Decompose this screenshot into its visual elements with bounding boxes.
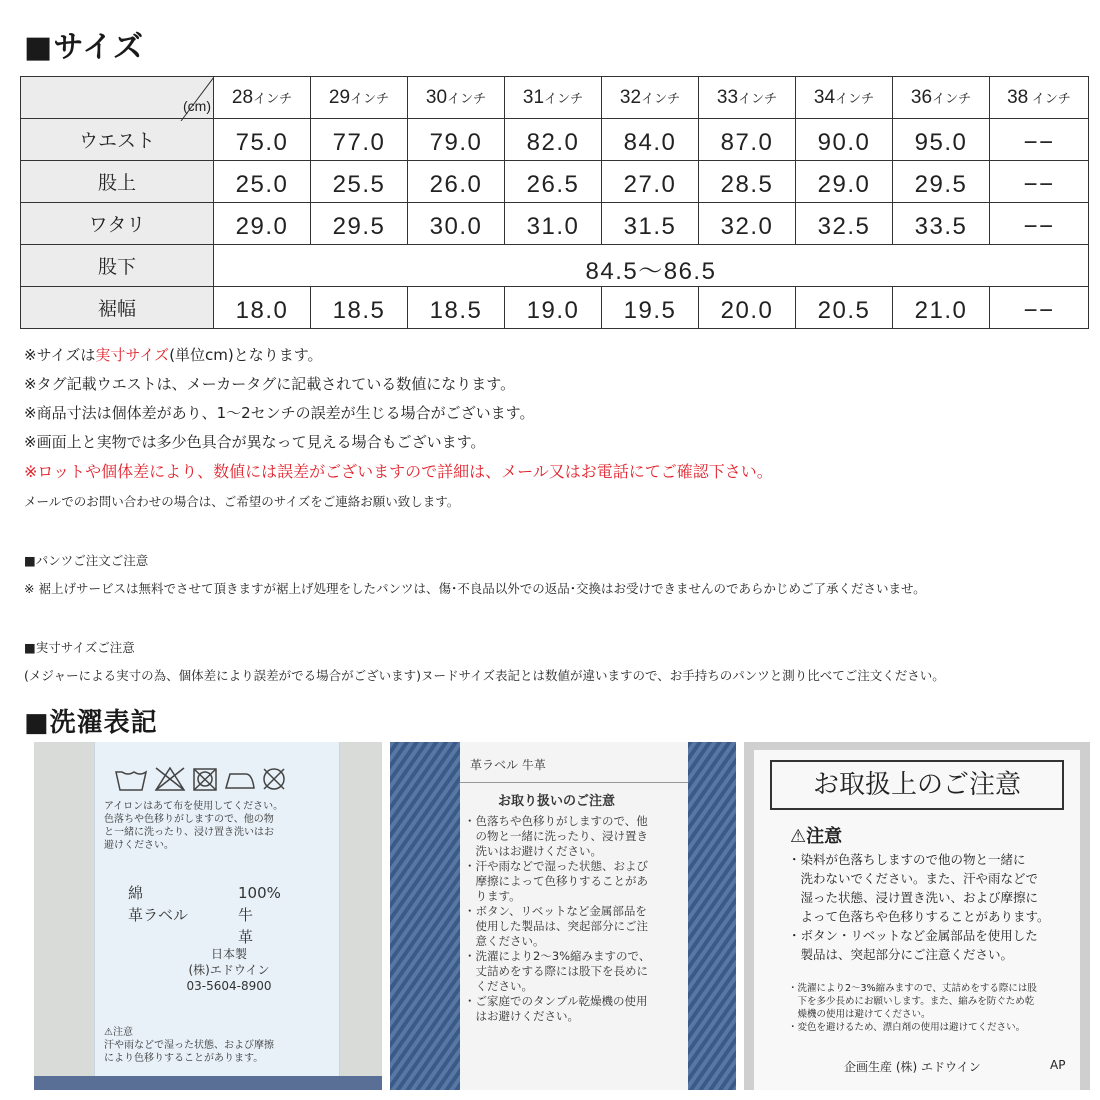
handling-heading: お取り扱いのご注意 [498, 794, 616, 809]
table-cell: 20.5 [796, 287, 893, 329]
row-label: 股下 [21, 245, 214, 287]
table-cell: 84.0 [602, 119, 699, 161]
column-header: 38 インチ [990, 77, 1089, 119]
note-tolerance: ※商品寸法は個体差があり、1～2センチの誤差が生じる場合がございます。 [24, 404, 535, 422]
card-code: AP [1050, 1058, 1066, 1072]
table-cell: 18.0 [214, 287, 311, 329]
table-cell: 32.0 [699, 203, 796, 245]
size-table-header-row [21, 77, 1089, 119]
note-tag-waist: ※タグ記載ウエストは、メーカータグに記載されている数値になります。 [24, 375, 516, 393]
table-cell-merged: 84.5～86.5 [214, 245, 1089, 287]
table-row-thigh [21, 203, 1089, 245]
row-label: 裾幅 [21, 287, 214, 329]
table-cell: −− [990, 161, 1089, 203]
unit-label: (cm) [183, 98, 211, 114]
washing-heading: ■洗濯表記 [24, 708, 158, 738]
denim-edge [34, 1076, 382, 1090]
manufacturer-text: 企画生産 (株) エドウイン [844, 1060, 981, 1074]
table-cell: −− [990, 119, 1089, 161]
table-cell: 32.5 [796, 203, 893, 245]
table-cell: 31.5 [602, 203, 699, 245]
table-cell: 25.5 [311, 161, 408, 203]
table-cell: 26.5 [505, 161, 602, 203]
table-cell: 26.0 [408, 161, 505, 203]
table-cell: 87.0 [699, 119, 796, 161]
table-cell: 29.0 [796, 161, 893, 203]
table-row-hem [21, 287, 1089, 329]
material-info: 綿 100% 革ラベル 牛革 [128, 884, 281, 946]
size-table [20, 76, 1089, 329]
table-cell: 29.5 [893, 161, 990, 203]
table-cell: 28.5 [699, 161, 796, 203]
care-label-photo [34, 742, 382, 1090]
divider [460, 782, 688, 783]
handling-instructions: ・色落ちや色移りがしますので、他 の物と一緒に洗ったり、浸け置き 洗いはお避けください。 ・汗や雨などで湿った状態、および 摩擦によって色移りすることがあ ります。 ・ボタン、リベットなど金属部品を 使用した製品は、突起部分にご注 意ください。 ・洗濯により2～3%縮みますので、 丈詰めをする際には股下を長めに ください。 ・ご家庭でのタンブル乾燥機の使用 はお避けください。 [464, 814, 651, 1023]
handling-card-photo [390, 742, 736, 1090]
table-cell: 19.0 [505, 287, 602, 329]
pants-order-note: ※ 裾上げサービスは無料でさせて頂きますが裾上げ処理をしたパンツは、傷･不良品以外での返品･交換はお受けできませんのであらかじめご了承くださいませ。 [24, 581, 926, 596]
care-warning: ⚠注意 汗や雨などで湿った状態、および摩擦 により色移りすることがあります。 [104, 1027, 274, 1064]
table-cell: 18.5 [408, 287, 505, 329]
actual-size-heading: ■実寸サイズご注意 [24, 640, 135, 655]
table-cell: 19.5 [602, 287, 699, 329]
column-header: 29インチ [311, 77, 408, 119]
row-label: ウエスト [21, 119, 214, 161]
column-header: 31インチ [505, 77, 602, 119]
column-header: 34インチ [796, 77, 893, 119]
table-cell: −− [990, 287, 1089, 329]
column-header: 33インチ [699, 77, 796, 119]
row-label: ワタリ [21, 203, 214, 245]
column-header: 30インチ [408, 77, 505, 119]
table-row-rise [21, 161, 1089, 203]
leather-label-text: 革ラベル 牛革 [470, 758, 546, 772]
table-cell: 21.0 [893, 287, 990, 329]
table-cell: 31.0 [505, 203, 602, 245]
table-cell: 90.0 [796, 119, 893, 161]
pants-order-heading: ■パンツご注文ご注意 [24, 553, 149, 568]
care-symbols-icon [112, 764, 312, 794]
table-cell: 95.0 [893, 119, 990, 161]
table-cell: 29.0 [214, 203, 311, 245]
actual-size-note: (メジャーによる実寸の為、個体差により誤差がでる場合がございます)ヌードサイズ表記とは数値が違いますので、お手持ちのパンツと測り比べてご注文ください。 [24, 668, 945, 683]
care-instructions: アイロンはあて布を使用してください。 色落ちや色移りがしますので、他の物 と一緒に洗ったり、浸け置き洗いはお 避けください。 [104, 801, 284, 851]
table-cell: 29.5 [311, 203, 408, 245]
table-row-inseam [21, 245, 1089, 287]
note-actual-size: ※サイズは実寸サイズ(単位cm)となります。 [24, 346, 323, 364]
table-cell: 20.0 [699, 287, 796, 329]
caution-heading: ⚠注意 [790, 826, 843, 847]
column-header: 36インチ [893, 77, 990, 119]
precautions-card-photo [744, 742, 1090, 1090]
table-cell: 27.0 [602, 161, 699, 203]
table-cell: 79.0 [408, 119, 505, 161]
column-header: 32インチ [602, 77, 699, 119]
table-cell: 18.5 [311, 287, 408, 329]
wash-notes: ・洗濯により2～3%縮みますので、丈詰めをする際には股 下を多少長めにお願いします。また、縮みを防ぐため乾 燥機の使用は避けてください。 ・変色を避けるため、漂白剤の使用は避けてください。 [788, 983, 1037, 1033]
table-corner-cell [21, 77, 214, 119]
row-label: 股上 [21, 161, 214, 203]
note-contact-warning: ※ロットや個体差により、数値には誤差がございますので詳細は、メール又はお電話にてご確認下さい。 [24, 462, 773, 481]
size-heading: ■サイズ [24, 30, 144, 65]
table-cell: 82.0 [505, 119, 602, 161]
maker-info: 日本製 (株)エドウイン 03-5604-8900 [186, 947, 272, 993]
table-cell: 75.0 [214, 119, 311, 161]
note-email: メールでのお問い合わせの場合は、ご希望のサイズをご連絡お願い致します。 [24, 494, 460, 509]
note-color: ※画面上と実物では多少色具合が異なって見える場合もございます。 [24, 433, 486, 451]
column-header: 28インチ [214, 77, 311, 119]
note-highlight: 実寸サイズ [95, 346, 170, 364]
table-cell: −− [990, 203, 1089, 245]
table-cell: 30.0 [408, 203, 505, 245]
caution-text: ・染料が色落ちしますので他の物と一緒に 洗わないでください。また、汗や雨などで 湿った状態、浸け置き洗い、および摩擦に よって色落ちや色移りすることがあります。 ・ボタン・リベットなど金属部品を使用した 製品は、突起部分にご注意ください。 [788, 852, 1050, 962]
precautions-heading: お取扱上のご注意 [770, 760, 1064, 810]
table-cell: 33.5 [893, 203, 990, 245]
table-row-waist [21, 119, 1089, 161]
table-cell: 25.0 [214, 161, 311, 203]
table-cell: 77.0 [311, 119, 408, 161]
